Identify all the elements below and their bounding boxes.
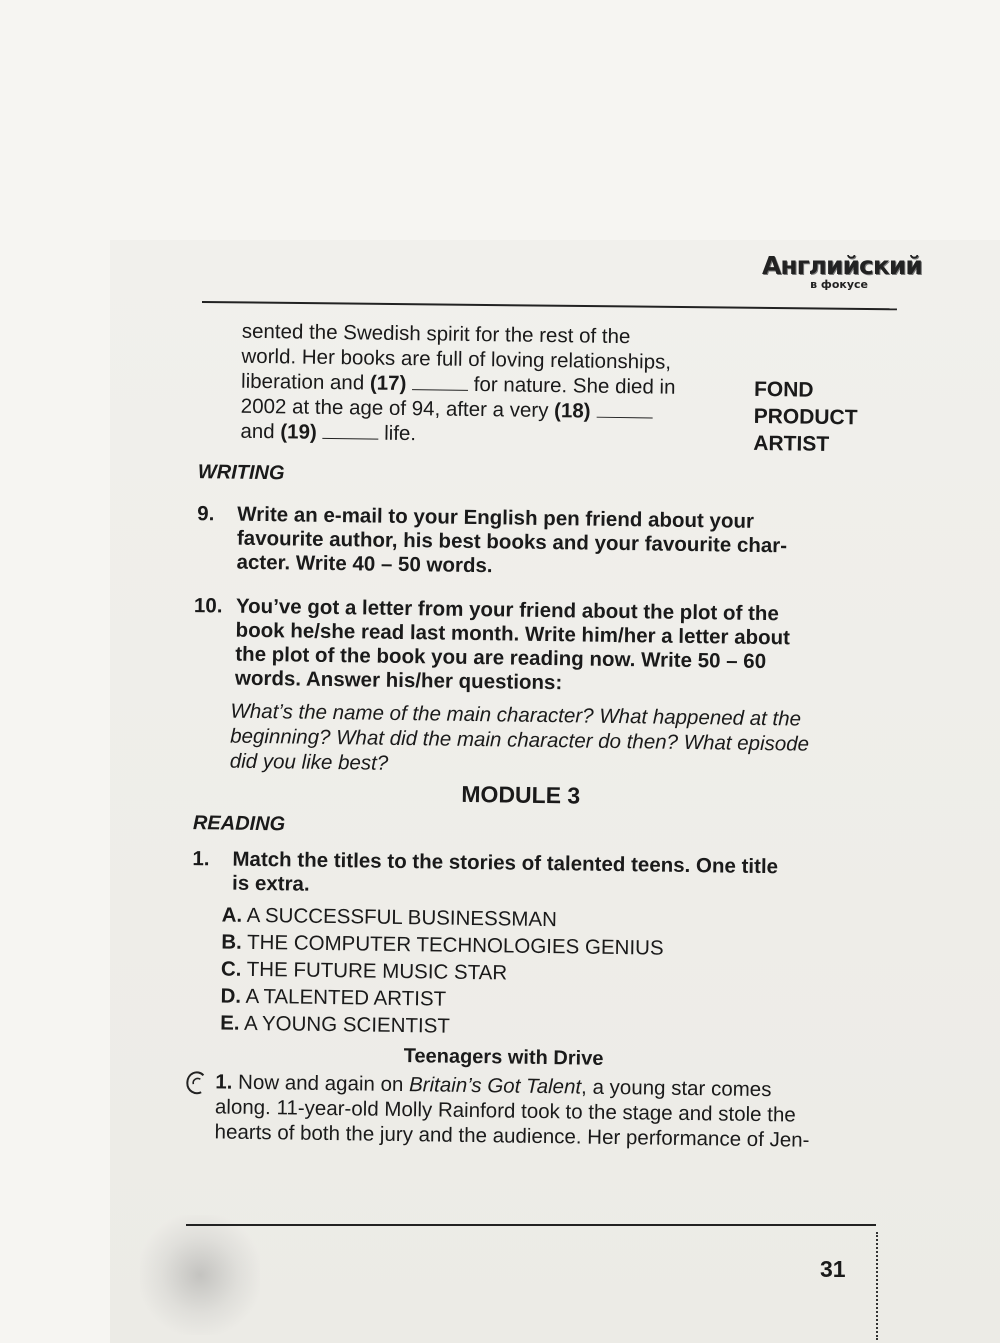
task-line: You’ve got a letter from your friend about the plot of the xyxy=(235,594,779,626)
page-smudge xyxy=(140,1215,260,1335)
story-title: Teenagers with Drive xyxy=(403,1045,604,1070)
task-line: Match the titles to the stories of talented teens. One title xyxy=(232,847,779,879)
page-number: 31 xyxy=(820,1256,846,1282)
task-question: did you like best? xyxy=(229,749,389,775)
footer-rule xyxy=(186,1224,876,1226)
word-formation-word: ARTIST xyxy=(753,431,830,456)
logo-subtitle: в фокусе xyxy=(810,278,868,291)
answer-blank[interactable] xyxy=(596,401,652,419)
passage-continuation xyxy=(188,318,900,456)
task-line: words. Answer his/her questions: xyxy=(234,666,563,695)
story-line: along. 11-year-old Molly Rainford took to the stage and stole the xyxy=(214,1095,796,1127)
task-number: 9. xyxy=(197,502,215,526)
option-text: A YOUNG SCIENTIST xyxy=(243,1011,451,1038)
passage-text: for nature. She died in xyxy=(467,372,676,399)
option-text: A SUCCESSFUL BUSINESSMAN xyxy=(246,903,558,932)
passage-text: liberation and xyxy=(240,369,371,395)
task-line: the plot of the book you are reading now. Write 50 – 60 xyxy=(235,642,767,674)
task-number: 1. xyxy=(192,847,210,871)
story-number: 1. xyxy=(215,1070,233,1094)
word-formation-word: PRODUCT xyxy=(753,404,858,430)
option-letter: E. xyxy=(219,1011,240,1035)
writing-heading: WRITING xyxy=(197,461,285,485)
task-line: favourite author, his best books and your favourite char- xyxy=(236,526,788,558)
word-formation-list xyxy=(753,376,858,458)
task-line: is extra. xyxy=(231,871,310,896)
logo-title: Английский xyxy=(762,251,922,280)
story-text: Now and again on xyxy=(232,1070,410,1097)
answer-blank[interactable] xyxy=(412,373,468,391)
task-question: What’s the name of the main character? What happened at the xyxy=(230,699,802,731)
writing-task-9 xyxy=(186,502,897,584)
gap-number: (18) xyxy=(553,399,591,423)
task-line: acter. Write 40 – 50 words. xyxy=(236,550,493,578)
task-line: Write an e-mail to your English pen friend about your xyxy=(237,502,755,533)
page-edge-dots xyxy=(876,1232,878,1340)
word-formation-word: FOND xyxy=(753,377,814,402)
audio-track-icon xyxy=(183,1069,209,1097)
task-question: beginning? What did the main character do then? What episode xyxy=(230,724,810,756)
story-1 xyxy=(178,1069,889,1154)
reading-task-1 xyxy=(182,847,893,905)
task-line: book he/she read last month. Write him/her a letter about xyxy=(235,618,791,650)
page-content xyxy=(178,318,899,1154)
gap-number: (19) xyxy=(280,420,317,444)
option-text: A TALENTED ARTIST xyxy=(245,984,447,1011)
module-title: MODULE 3 xyxy=(461,780,581,809)
option-letter: C. xyxy=(220,957,242,981)
story-text: , a young star comes xyxy=(580,1075,772,1102)
passage-text: 2002 at the age of 94, after a very xyxy=(240,394,555,423)
passage-line: sented the Swedish spirit for the rest of the xyxy=(241,319,631,349)
passage-text: life. xyxy=(378,421,417,446)
passage-text: and xyxy=(240,419,281,444)
gap-number: (17) xyxy=(369,371,407,396)
passage-line: world. Her books are full of loving relationships, xyxy=(241,344,672,374)
textbook-logo xyxy=(762,251,922,302)
option-letter: D. xyxy=(220,984,242,1008)
option-text: THE COMPUTER TECHNOLOGIES GENIUS xyxy=(246,930,664,960)
writing-task-10 xyxy=(185,594,896,700)
option-letter: B. xyxy=(221,930,242,954)
story-line: hearts of both the jury and the audience. Her performance of Jen- xyxy=(214,1120,810,1152)
option-text: THE FUTURE MUSIC STAR xyxy=(246,957,508,985)
story-show-name: Britain’s Got Talent xyxy=(408,1073,582,1099)
answer-blank[interactable] xyxy=(322,422,378,440)
option-letter: A. xyxy=(221,903,243,927)
reading-heading: READING xyxy=(192,812,286,836)
task-number: 10. xyxy=(193,594,223,618)
